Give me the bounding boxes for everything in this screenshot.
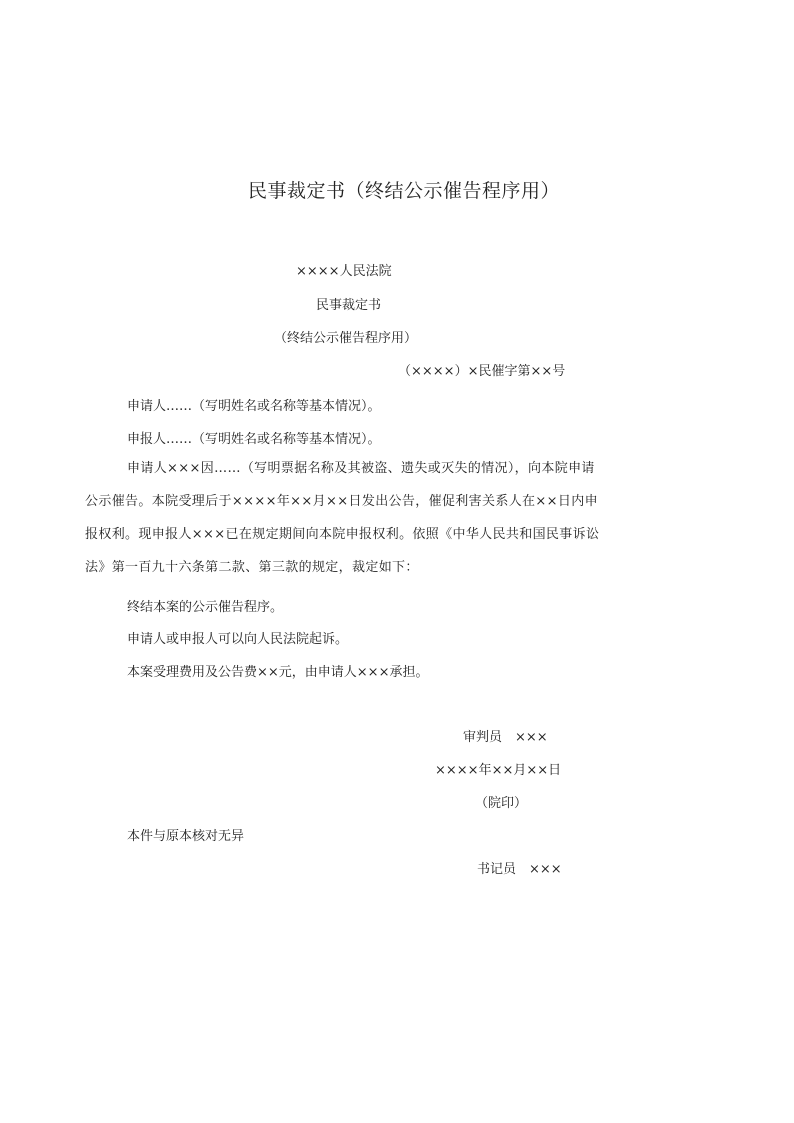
applicant-line: 申请人……（写明姓名或名称等基本情况）。 [127, 399, 381, 414]
ruling-item: 申请人或申报人可以向人民法院起诉。 [127, 632, 349, 647]
court-name: ××××人民法院 [296, 264, 392, 279]
doc-subtitle: （终结公示催告程序用） [274, 331, 418, 346]
doc-type: 民事裁定书 [316, 298, 382, 313]
court-seal: （院印） [475, 796, 528, 811]
clerk-signature: 书记员 ××× [477, 862, 562, 877]
signature-date: ××××年××月××日 [435, 763, 562, 778]
ruling-item: 终结本案的公示催告程序。 [127, 600, 284, 615]
document-title: 民事裁定书（终结公示催告程序用） [248, 180, 561, 202]
ruling-item: 本案受理费用及公告费××元，由申请人×××承担。 [127, 665, 429, 680]
certification-note: 本件与原本核对无异 [127, 829, 245, 844]
judge-signature: 审判员 ××× [463, 730, 548, 745]
body-paragraph: 申请人×××因……（写明票据名称及其被盗、遗失或灭失的情况），向本院申请公示催告。本院受理后于××××年××月××日发出公告，催促利害关系人在××日内申报权利。现申报人×××已在规定期间向本院申报权利。依照《中华人民共和国民事诉讼法》第一百九十六条第二款、第三款的规定，裁定如下： [85, 461, 600, 575]
declarant-line: 申报人……（写明姓名或名称等基本情况）。 [127, 432, 381, 447]
case-number: （××××）×民催字第××号 [398, 364, 566, 379]
